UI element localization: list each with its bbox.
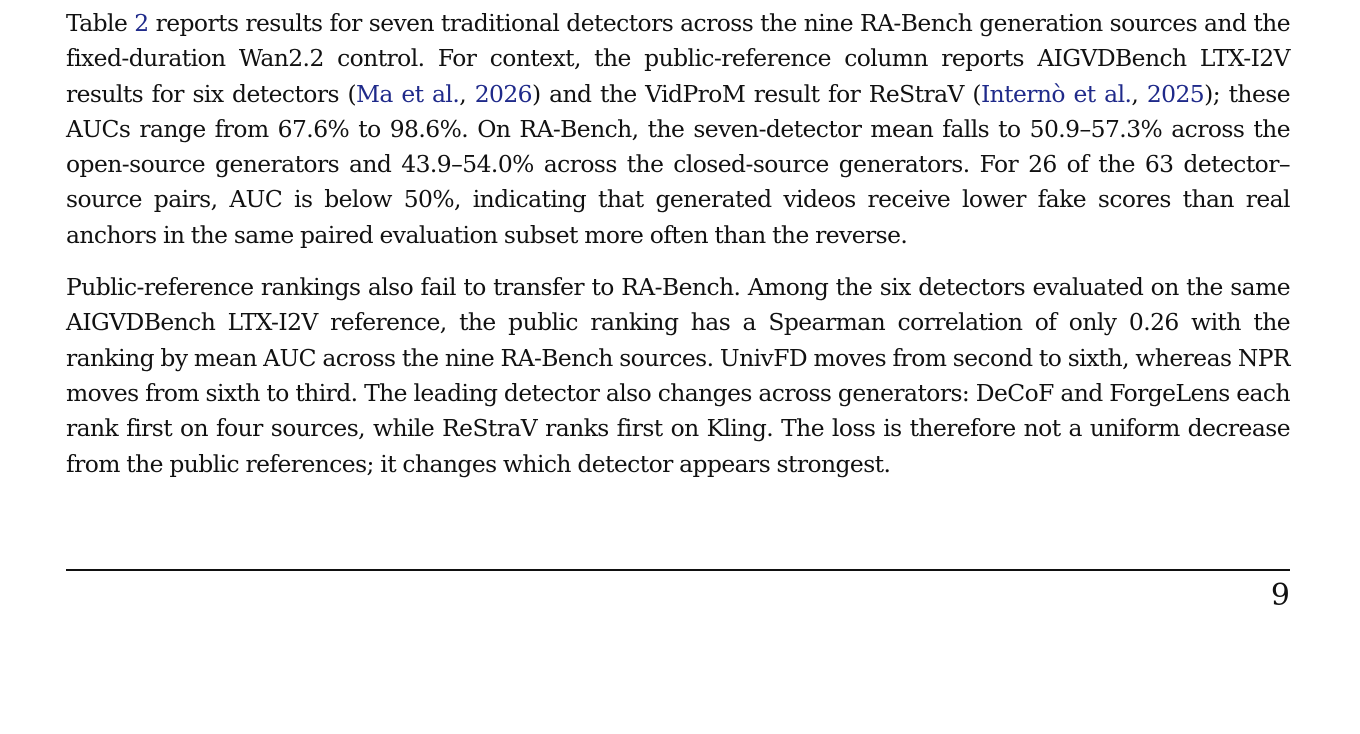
text-segment: ) and the VidProM result for ReStraV ( — [532, 79, 981, 108]
page-number: 9 — [1270, 578, 1290, 613]
citation-separator: , — [459, 79, 475, 108]
text-segment: ); these AUCs range from 67.6% to 98.6%. On RA-Bench, the seven-detector mean falls to 50.9–57.3% across the open-source generators and 43.9–54.0% across the closed-source generators. For 26 of the 63 detector–source pairs, AUC is below 50%, indicating that generated videos receive lower fake scores than real anchors in the same paired evaluation subset more often than the reverse. — [66, 79, 1290, 249]
text-segment: Table — [66, 9, 135, 37]
text-segment: reports results for seven traditional detectors across the nine RA-Bench generation sources and the fixed-duration Wan2.2 control. For context, the public-reference column reports AIGVDBench LTX-I2V results for six detectors ( — [66, 9, 1290, 108]
citation-interno-year-link[interactable]: 2025 — [1146, 79, 1205, 108]
table-reference-link[interactable]: 2 — [134, 9, 149, 37]
paragraph-rankings: Public-reference rankings also fail to transfer to RA-Bench. Among the six detectors evaluated on the same AIGVDBench LTX-I2V reference, the public ranking has a Spearman correlation of only 0.26 with the ranking by mean AUC across the nine RA-Bench sources. UnivFD moves from second to sixth, whereas NPR moves from sixth to third. The leading detector also changes across generators: DeCoF and ForgeLens each rank first on four sources, while ReStraV ranks first on Kling. The loss is therefore not a uniform decrease from the public references; it changes which detector appears strongest. — [66, 273, 1290, 478]
citation-interno-author-link[interactable]: Internò et al. — [980, 79, 1132, 108]
page-body — [66, 6, 1290, 482]
footer-divider — [66, 569, 1290, 571]
citation-ma-author-link[interactable]: Ma et al. — [356, 79, 460, 108]
paragraph-results — [66, 6, 1290, 253]
citation-separator: , — [1131, 79, 1147, 108]
citation-ma-year-link[interactable]: 2026 — [474, 79, 533, 108]
